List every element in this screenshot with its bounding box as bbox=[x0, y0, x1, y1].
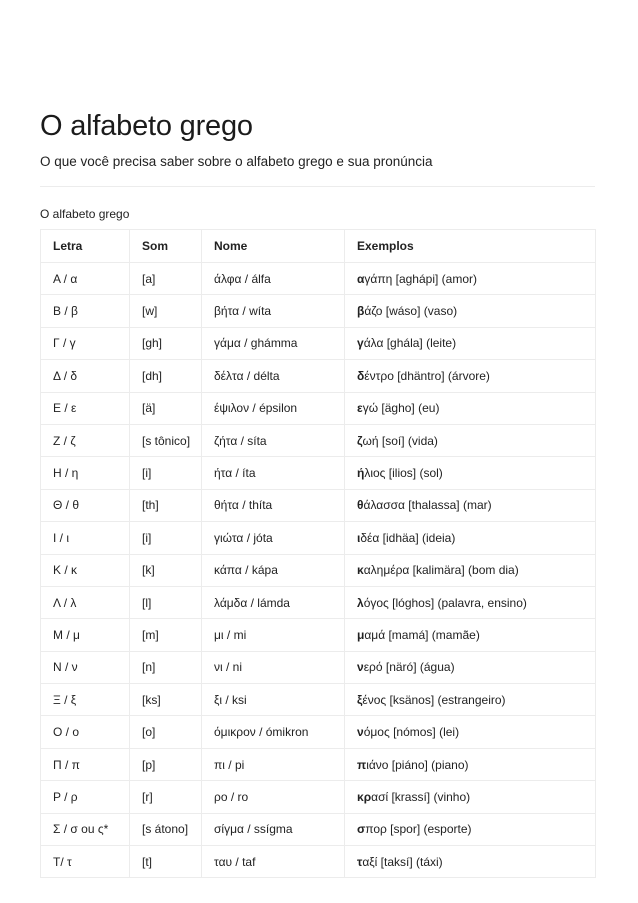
cell-exemplo bbox=[345, 716, 596, 748]
cell-som: [i] bbox=[130, 522, 202, 554]
example-rest: άλα [ghála] (leite) bbox=[363, 336, 457, 351]
cell-nome: ζήτα / síta bbox=[202, 424, 345, 456]
cell-nome: ξι / ksi bbox=[202, 684, 345, 716]
cell-som: [o] bbox=[130, 716, 202, 748]
cell-exemplo bbox=[345, 457, 596, 489]
cell-exemplo bbox=[345, 813, 596, 845]
header-nome: Nome bbox=[202, 230, 345, 263]
example-rest: γώ [ägho] (eu) bbox=[362, 401, 440, 416]
example-rest: αξί [taksí] (táxi) bbox=[362, 854, 443, 869]
example-rest: αλημέρα [kalimära] (bom dia) bbox=[363, 563, 519, 578]
example-initial: θ bbox=[357, 498, 364, 513]
example-rest: ασί [krassí] (vinho) bbox=[371, 789, 471, 804]
cell-exemplo bbox=[345, 424, 596, 456]
header-som: Som bbox=[130, 230, 202, 263]
table-row bbox=[41, 327, 596, 359]
example-initial: α bbox=[357, 271, 365, 286]
example-initial: ή bbox=[357, 466, 365, 481]
example-initial: σ bbox=[357, 822, 366, 837]
cell-som: [ks] bbox=[130, 684, 202, 716]
cell-som: [t] bbox=[130, 846, 202, 878]
example-rest: πορ [spor] (esporte) bbox=[365, 822, 472, 837]
cell-letra: Ν / ν bbox=[41, 651, 130, 683]
example-initial: γ bbox=[357, 336, 364, 351]
cell-nome: όμικρον / ómikron bbox=[202, 716, 345, 748]
example-initial: ν bbox=[357, 725, 364, 740]
example-rest: ένος [ksänos] (estrangeiro) bbox=[362, 692, 506, 707]
table-row bbox=[41, 846, 596, 878]
cell-nome: βήτα / wíta bbox=[202, 295, 345, 327]
example-rest: άλασσα [thalassa] (mar) bbox=[363, 498, 492, 513]
table-row bbox=[41, 813, 596, 845]
cell-exemplo bbox=[345, 263, 596, 295]
cell-nome: ταυ / taf bbox=[202, 846, 345, 878]
cell-letra: Κ / κ bbox=[41, 554, 130, 586]
example-initial: τ bbox=[357, 854, 363, 869]
cell-som: [r] bbox=[130, 781, 202, 813]
example-initial: β bbox=[357, 304, 365, 319]
cell-som: [s átono] bbox=[130, 813, 202, 845]
cell-letra: Η / η bbox=[41, 457, 130, 489]
table-row bbox=[41, 489, 596, 521]
cell-nome: ήτα / íta bbox=[202, 457, 345, 489]
cell-som: [th] bbox=[130, 489, 202, 521]
cell-exemplo bbox=[345, 781, 596, 813]
cell-som: [k] bbox=[130, 554, 202, 586]
cell-nome: λάμδα / lámda bbox=[202, 586, 345, 618]
table-row bbox=[41, 295, 596, 327]
cell-som: [dh] bbox=[130, 360, 202, 392]
example-rest: ωή [soí] (vida) bbox=[362, 433, 438, 448]
cell-letra: Ξ / ξ bbox=[41, 684, 130, 716]
cell-nome: κάπα / kápa bbox=[202, 554, 345, 586]
page-title: O alfabeto grego bbox=[40, 110, 253, 142]
cell-letra: Γ / γ bbox=[41, 327, 130, 359]
cell-nome: θήτα / thíta bbox=[202, 489, 345, 521]
table-row bbox=[41, 424, 596, 456]
cell-letra: Τ/ τ bbox=[41, 846, 130, 878]
cell-exemplo bbox=[345, 522, 596, 554]
header-letra: Letra bbox=[41, 230, 130, 263]
cell-letra: Ι / ι bbox=[41, 522, 130, 554]
cell-letra: Λ / λ bbox=[41, 586, 130, 618]
table-row bbox=[41, 522, 596, 554]
cell-exemplo bbox=[345, 360, 596, 392]
example-initial: ξ bbox=[357, 692, 363, 707]
example-initial: δ bbox=[357, 368, 365, 383]
cell-som: [w] bbox=[130, 295, 202, 327]
example-rest: λιος [ilios] (sol) bbox=[364, 466, 443, 481]
cell-exemplo bbox=[345, 748, 596, 780]
table-row bbox=[41, 360, 596, 392]
cell-nome: δέλτα / délta bbox=[202, 360, 345, 392]
cell-nome: έψιλον / épsilon bbox=[202, 392, 345, 424]
cell-exemplo bbox=[345, 846, 596, 878]
table-row bbox=[41, 457, 596, 489]
example-rest: άζο [wáso] (vaso) bbox=[364, 304, 458, 319]
table-row bbox=[41, 748, 596, 780]
table-row bbox=[41, 651, 596, 683]
cell-exemplo bbox=[345, 489, 596, 521]
example-rest: γάπη [aghápi] (amor) bbox=[364, 271, 477, 286]
cell-nome: γάμα / ghámma bbox=[202, 327, 345, 359]
cell-letra: Δ / δ bbox=[41, 360, 130, 392]
cell-nome: σίγμα / ssígma bbox=[202, 813, 345, 845]
example-initial: μ bbox=[357, 627, 365, 642]
cell-som: [gh] bbox=[130, 327, 202, 359]
cell-som: [m] bbox=[130, 619, 202, 651]
table-row bbox=[41, 586, 596, 618]
example-initial: ζ bbox=[357, 433, 363, 448]
example-rest: αμά [mamá] (mamãe) bbox=[364, 627, 480, 642]
cell-som: [p] bbox=[130, 748, 202, 780]
cell-nome: ρο / ro bbox=[202, 781, 345, 813]
cell-exemplo bbox=[345, 684, 596, 716]
cell-exemplo bbox=[345, 586, 596, 618]
cell-exemplo bbox=[345, 651, 596, 683]
cell-letra: Β / β bbox=[41, 295, 130, 327]
example-rest: δέα [idhäa] (ideia) bbox=[360, 530, 456, 545]
table-row bbox=[41, 684, 596, 716]
cell-som: [s tônico] bbox=[130, 424, 202, 456]
cell-letra: Α / α bbox=[41, 263, 130, 295]
cell-nome: μι / mi bbox=[202, 619, 345, 651]
example-initial: κρ bbox=[357, 789, 372, 804]
cell-letra: Ρ / ρ bbox=[41, 781, 130, 813]
cell-som: [a] bbox=[130, 263, 202, 295]
table-row bbox=[41, 554, 596, 586]
cell-exemplo bbox=[345, 392, 596, 424]
cell-som: [ä] bbox=[130, 392, 202, 424]
section-title: O alfabeto grego bbox=[40, 207, 130, 221]
example-rest: ερό [näró] (água) bbox=[363, 660, 455, 675]
example-rest: ιάνο [piáno] (piano) bbox=[366, 757, 469, 772]
cell-som: [l] bbox=[130, 586, 202, 618]
table-row bbox=[41, 619, 596, 651]
cell-letra: Μ / μ bbox=[41, 619, 130, 651]
cell-letra: Π / π bbox=[41, 748, 130, 780]
cell-exemplo bbox=[345, 554, 596, 586]
table-row bbox=[41, 716, 596, 748]
table-row bbox=[41, 263, 596, 295]
cell-nome: άλφα / álfa bbox=[202, 263, 345, 295]
page-subtitle: O que você precisa saber sobre o alfabeto grego e sua pronúncia bbox=[40, 154, 433, 169]
example-initial: π bbox=[357, 757, 367, 772]
example-rest: όγος [lóghos] (palavra, ensino) bbox=[363, 595, 527, 610]
header-exemplos: Exemplos bbox=[345, 230, 596, 263]
cell-nome: γιώτα / jóta bbox=[202, 522, 345, 554]
cell-som: [i] bbox=[130, 457, 202, 489]
example-initial: ι bbox=[357, 530, 361, 545]
cell-letra: Ο / ο bbox=[41, 716, 130, 748]
cell-exemplo bbox=[345, 327, 596, 359]
cell-nome: πι / pi bbox=[202, 748, 345, 780]
table-header-row bbox=[41, 230, 596, 263]
example-initial: ν bbox=[357, 660, 364, 675]
example-rest: όμος [nómos] (lei) bbox=[363, 725, 460, 740]
example-initial: ε bbox=[357, 401, 363, 416]
cell-letra: Ζ / ζ bbox=[41, 424, 130, 456]
example-initial: λ bbox=[357, 595, 364, 610]
cell-letra: Ε / ε bbox=[41, 392, 130, 424]
cell-letra: Θ / θ bbox=[41, 489, 130, 521]
alphabet-table bbox=[40, 229, 596, 878]
table-row bbox=[41, 781, 596, 813]
example-rest: έντρο [dhäntro] (árvore) bbox=[364, 368, 490, 383]
cell-exemplo bbox=[345, 619, 596, 651]
table-row bbox=[41, 392, 596, 424]
cell-som: [n] bbox=[130, 651, 202, 683]
example-initial: κ bbox=[357, 563, 364, 578]
cell-letra: Σ / σ ou ς* bbox=[41, 813, 130, 845]
cell-exemplo bbox=[345, 295, 596, 327]
divider bbox=[40, 186, 595, 187]
cell-nome: νι / ni bbox=[202, 651, 345, 683]
